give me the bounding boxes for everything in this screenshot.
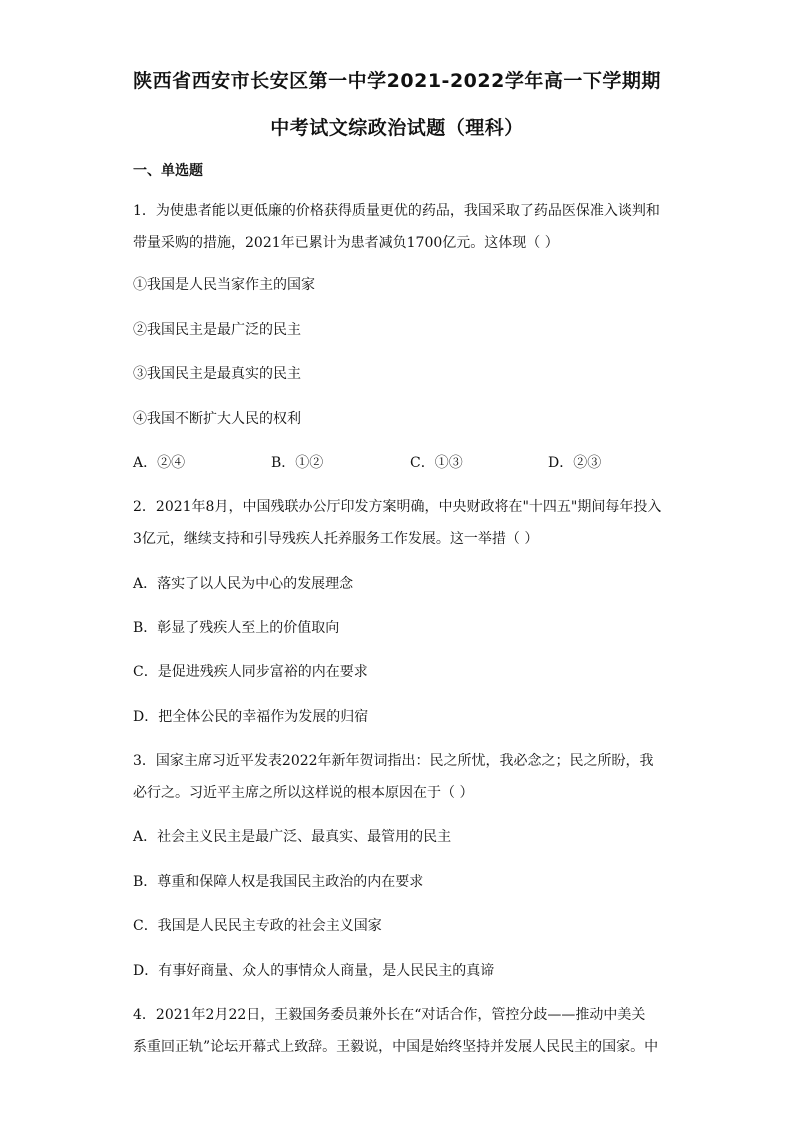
q2-option-d: D．把全体公民的幸福作为发展的归宿 — [133, 709, 369, 725]
q1-option-a: A．②④ — [133, 455, 186, 471]
q2-option-b: B．彰显了残疾人至上的价值取向 — [133, 620, 340, 636]
q2-stem-line1: 2．2021年8月，中国残联办公厅印发方案明确，中央财政将在"十四五"期间每年投入 — [133, 499, 662, 515]
q1-item-2: ②我国民主是最广泛的民主 — [133, 322, 301, 338]
q4-stem-line1: 4．2021年2月22日，王毅国务委员兼外长在“对话合作，管控分歧——推动中美关 — [133, 1007, 646, 1023]
section-heading: 一、单选题 — [133, 163, 203, 179]
q1-option-b: B．①② — [271, 455, 324, 471]
q2-option-a: A．落实了以人民为中心的发展理念 — [133, 576, 354, 592]
q4-stem-line2: 系重回正轨”论坛开幕式上致辞。王毅说，中国是始终坚持并发展人民民主的国家。中 — [133, 1039, 659, 1055]
q1-option-d: D．②③ — [548, 455, 602, 471]
q3-option-a: A．社会主义民主是最广泛、最真实、最管用的民主 — [133, 829, 452, 845]
document-title-line1: 陕西省西安市长安区第一中学2021-2022学年高一下学期期 — [133, 70, 661, 92]
q1-item-1: ①我国是人民当家作主的国家 — [133, 277, 315, 293]
q1-item-4: ④我国不断扩大人民的权利 — [133, 411, 301, 427]
q3-option-c: C．我国是人民民主专政的社会主义国家 — [133, 918, 382, 934]
q1-stem-line1: 1．为使患者能以更低廉的价格获得质量更优的药品，我国采取了药品医保准入谈判和 — [133, 203, 660, 219]
document-title-line2: 中考试文综政治试题（理科） — [270, 117, 524, 139]
q2-option-c: C．是促进残疾人同步富裕的内在要求 — [133, 664, 368, 680]
q1-stem-line2: 带量采购的措施，2021年已累计为患者减负1700亿元。这体现（ ） — [133, 235, 559, 251]
q1-option-c: C．①③ — [410, 455, 463, 471]
q1-item-3: ③我国民主是最真实的民主 — [133, 366, 301, 382]
q2-stem-line2: 3亿元，继续支持和引导残疾人托养服务工作发展。这一举措（ ） — [133, 531, 539, 547]
q3-option-b: B．尊重和保障人权是我国民主政治的内在要求 — [133, 874, 424, 890]
q3-stem-line1: 3．国家主席习近平发表2022年新年贺词指出：民之所忧，我必念之；民之所盼，我 — [133, 753, 654, 769]
q3-stem-line2: 必行之。习近平主席之所以这样说的根本原因在于（ ） — [133, 785, 474, 801]
q3-option-d: D．有事好商量、众人的事情众人商量，是人民民主的真谛 — [133, 963, 495, 979]
